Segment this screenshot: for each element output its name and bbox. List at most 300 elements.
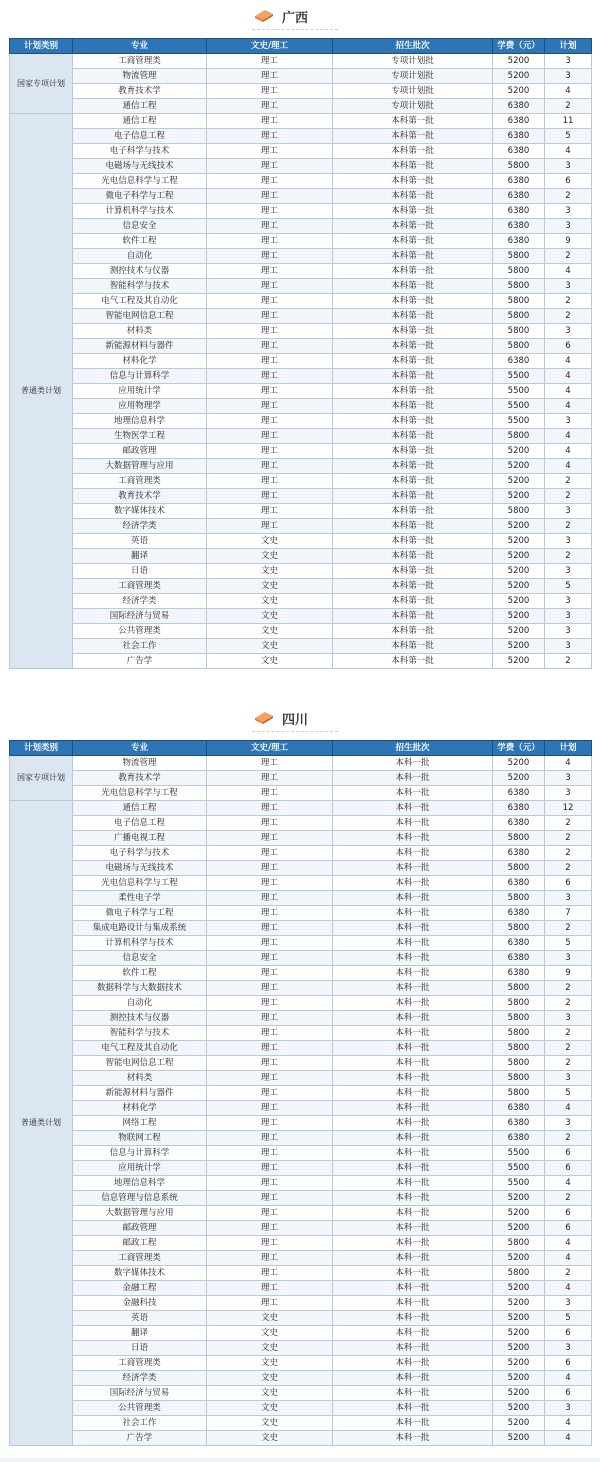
quota-cell: 2 [545,249,592,264]
major-cell: 电气工程及其自动化 [73,294,207,309]
tuition-cell: 5500 [493,1161,545,1176]
batch-cell: 本科一批 [333,1011,493,1026]
tuition-cell: 5200 [493,549,545,564]
batch-cell: 本科一批 [333,1341,493,1356]
track-cell: 文史 [207,579,333,594]
quota-cell: 5 [545,936,592,951]
batch-cell: 本科一批 [333,756,493,771]
major-cell: 信息安全 [73,951,207,966]
quota-cell: 3 [545,771,592,786]
track-cell: 理工 [207,1191,333,1206]
major-cell: 公共管理类 [73,624,207,639]
batch-cell: 本科一批 [333,771,493,786]
table-row [10,624,592,639]
batch-cell: 本科第一批 [333,594,493,609]
major-cell: 物联网工程 [73,1131,207,1146]
major-cell: 材料化学 [73,1101,207,1116]
column-header: 文史/理工 [207,39,333,54]
batch-cell: 本科一批 [333,966,493,981]
quota-cell: 6 [545,1161,592,1176]
table-row [10,921,592,936]
quota-cell: 4 [545,1101,592,1116]
track-cell: 理工 [207,339,333,354]
track-cell: 理工 [207,234,333,249]
batch-cell: 本科第一批 [333,204,493,219]
track-cell: 理工 [207,99,333,114]
column-header: 计划 [545,39,592,54]
track-cell: 文史 [207,1326,333,1341]
quota-cell: 6 [545,174,592,189]
quota-cell: 2 [545,846,592,861]
batch-cell: 本科一批 [333,1176,493,1191]
track-cell: 理工 [207,816,333,831]
track-cell: 文史 [207,639,333,654]
tuition-cell: 5500 [493,399,545,414]
table-row [10,399,592,414]
tuition-cell: 6380 [493,174,545,189]
major-cell: 国际经济与贸易 [73,1386,207,1401]
major-cell: 自动化 [73,249,207,264]
batch-cell: 本科一批 [333,1221,493,1236]
tuition-cell: 5200 [493,84,545,99]
quota-cell: 3 [545,609,592,624]
tuition-cell: 5200 [493,564,545,579]
quota-cell: 2 [545,1026,592,1041]
quota-cell: 2 [545,1056,592,1071]
tuition-cell: 5800 [493,1026,545,1041]
quota-cell: 4 [545,444,592,459]
quota-cell: 3 [545,324,592,339]
major-cell: 金融科技 [73,1296,207,1311]
tuition-cell: 5800 [493,891,545,906]
divider [252,731,338,732]
quota-cell: 4 [545,354,592,369]
table-row [10,654,592,669]
column-header: 招生批次 [333,39,493,54]
tuition-cell: 5200 [493,579,545,594]
major-cell: 光电信息科学与工程 [73,786,207,801]
batch-cell: 本科一批 [333,1281,493,1296]
batch-cell: 本科第一批 [333,624,493,639]
tuition-cell: 5800 [493,981,545,996]
track-cell: 理工 [207,1071,333,1086]
batch-cell: 本科一批 [333,1086,493,1101]
table-row [10,639,592,654]
table-row [10,1176,592,1191]
table-row [10,1296,592,1311]
major-cell: 物流管理 [73,756,207,771]
track-cell: 理工 [207,921,333,936]
track-cell: 理工 [207,1161,333,1176]
track-cell: 理工 [207,951,333,966]
tuition-cell: 5800 [493,309,545,324]
track-cell: 理工 [207,354,333,369]
track-cell: 理工 [207,1116,333,1131]
track-cell: 理工 [207,1206,333,1221]
table-row [10,1206,592,1221]
track-cell: 理工 [207,414,333,429]
plan-category-cell: 国家专项计划 [10,54,73,114]
column-header: 专业 [73,39,207,54]
major-cell: 计算机科学与技术 [73,204,207,219]
track-cell: 理工 [207,801,333,816]
tuition-cell: 5800 [493,1071,545,1086]
batch-cell: 本科第一批 [333,339,493,354]
table-row [10,1086,592,1101]
table-row [10,1281,592,1296]
quota-cell: 2 [545,996,592,1011]
batch-cell: 本科一批 [333,1116,493,1131]
table-row [10,444,592,459]
track-cell: 理工 [207,1011,333,1026]
table-row [10,414,592,429]
quota-cell: 3 [545,891,592,906]
track-cell: 理工 [207,1056,333,1071]
table-row [10,429,592,444]
column-header: 学费（元） [493,741,545,756]
table-row [10,1221,592,1236]
track-cell: 理工 [207,846,333,861]
major-cell: 网络工程 [73,1116,207,1131]
major-cell: 通信工程 [73,801,207,816]
major-cell: 应用统计学 [73,384,207,399]
quota-cell: 4 [545,429,592,444]
table-row [10,594,592,609]
table-row [10,204,592,219]
quota-cell: 6 [545,1221,592,1236]
quota-cell: 5 [545,129,592,144]
quota-cell: 2 [545,816,592,831]
batch-cell: 本科一批 [333,981,493,996]
major-cell: 微电子科学与工程 [73,189,207,204]
quota-cell: 2 [545,981,592,996]
major-cell: 通信工程 [73,114,207,129]
track-cell: 理工 [207,189,333,204]
quota-cell: 3 [545,1116,592,1131]
batch-cell: 本科一批 [333,921,493,936]
column-header: 计划类别 [10,39,73,54]
track-cell: 理工 [207,1236,333,1251]
table-row [10,369,592,384]
batch-cell: 本科第一批 [333,504,493,519]
tuition-cell: 6380 [493,114,545,129]
batch-cell: 本科一批 [333,816,493,831]
major-cell: 柔性电子学 [73,891,207,906]
batch-cell: 本科一批 [333,891,493,906]
tuition-cell: 6380 [493,801,545,816]
quota-cell: 4 [545,1416,592,1431]
major-cell: 英语 [73,1311,207,1326]
table-row [10,114,592,129]
major-cell: 电气工程及其自动化 [73,1041,207,1056]
quota-cell: 2 [545,519,592,534]
table-row [10,1026,592,1041]
batch-cell: 本科第一批 [333,639,493,654]
plan-category-cell: 普通类计划 [10,114,73,669]
major-cell: 应用统计学 [73,1161,207,1176]
footer-strip [0,1458,600,1462]
quota-cell: 3 [545,54,592,69]
major-cell: 公共管理类 [73,1401,207,1416]
tuition-cell: 6380 [493,354,545,369]
tuition-cell: 5500 [493,369,545,384]
major-cell: 信息与计算科学 [73,369,207,384]
table-row [10,1071,592,1086]
tuition-cell: 6380 [493,966,545,981]
batch-cell: 本科一批 [333,1146,493,1161]
major-cell: 信息管理与信息系统 [73,1191,207,1206]
major-cell: 金融工程 [73,1281,207,1296]
tuition-cell: 6380 [493,144,545,159]
major-cell: 日语 [73,564,207,579]
track-cell: 理工 [207,756,333,771]
quota-cell: 3 [545,204,592,219]
quota-cell: 5 [545,579,592,594]
track-cell: 理工 [207,279,333,294]
table-row [10,1356,592,1371]
table-row [10,846,592,861]
quota-cell: 6 [545,1356,592,1371]
batch-cell: 本科第一批 [333,414,493,429]
quota-cell: 4 [545,1251,592,1266]
major-cell: 英语 [73,534,207,549]
tuition-cell: 5800 [493,1236,545,1251]
table-row [10,1311,592,1326]
table-row [10,1191,592,1206]
track-cell: 理工 [207,84,333,99]
batch-cell: 本科第一批 [333,309,493,324]
quota-cell: 3 [545,279,592,294]
table-row [10,564,592,579]
table-row [10,99,592,114]
major-cell: 材料化学 [73,354,207,369]
major-cell: 微电子科学与工程 [73,906,207,921]
track-cell: 文史 [207,624,333,639]
table-row [10,384,592,399]
table-row [10,129,592,144]
major-cell: 物流管理 [73,69,207,84]
tuition-cell: 5800 [493,1041,545,1056]
quota-cell: 3 [545,564,592,579]
major-cell: 生物医学工程 [73,429,207,444]
major-cell: 数字媒体技术 [73,504,207,519]
major-cell: 经济学类 [73,594,207,609]
table-row [10,771,592,786]
table-row [10,1236,592,1251]
quota-cell: 5 [545,1086,592,1101]
batch-cell: 本科第一批 [333,324,493,339]
table-row [10,549,592,564]
batch-cell: 本科一批 [333,1311,493,1326]
table-row [10,309,592,324]
table-row [10,1341,592,1356]
quota-cell: 4 [545,1236,592,1251]
major-cell: 教育技术学 [73,489,207,504]
track-cell: 理工 [207,429,333,444]
batch-cell: 本科一批 [333,1071,493,1086]
column-header: 专业 [73,741,207,756]
table-row [10,84,592,99]
quota-cell: 6 [545,1206,592,1221]
track-cell: 理工 [207,309,333,324]
major-cell: 集成电路设计与集成系统 [73,921,207,936]
quota-cell: 3 [545,639,592,654]
track-cell: 理工 [207,294,333,309]
tuition-cell: 5200 [493,1206,545,1221]
table-row [10,1101,592,1116]
book-icon [254,710,274,724]
major-cell: 社会工作 [73,1416,207,1431]
table-row [10,981,592,996]
table-row [10,1401,592,1416]
batch-cell: 本科第一批 [333,144,493,159]
quota-cell: 2 [545,1041,592,1056]
batch-cell: 本科第一批 [333,189,493,204]
table-row [10,1266,592,1281]
tuition-cell: 6380 [493,786,545,801]
tuition-cell: 6380 [493,906,545,921]
section-header-sichuan [0,705,600,729]
major-cell: 教育技术学 [73,84,207,99]
table-row [10,294,592,309]
major-cell: 广告学 [73,1431,207,1446]
track-cell: 理工 [207,159,333,174]
quota-cell: 6 [545,339,592,354]
table-row [10,1431,592,1446]
quota-cell: 2 [545,189,592,204]
tuition-cell: 6380 [493,1101,545,1116]
major-cell: 工商管理类 [73,1356,207,1371]
batch-cell: 本科一批 [333,1371,493,1386]
major-cell: 计算机科学与技术 [73,936,207,951]
province-title: 广西 [282,11,309,26]
tuition-cell: 6380 [493,99,545,114]
batch-cell: 本科第一批 [333,474,493,489]
quota-cell: 7 [545,906,592,921]
quota-cell: 3 [545,624,592,639]
table-row [10,489,592,504]
batch-cell: 本科一批 [333,876,493,891]
table-row [10,69,592,84]
table-row [10,786,592,801]
track-cell: 理工 [207,474,333,489]
quota-cell: 4 [545,1281,592,1296]
tuition-cell: 6380 [493,846,545,861]
batch-cell: 本科一批 [333,1161,493,1176]
batch-cell: 本科一批 [333,846,493,861]
table-row [10,906,592,921]
quota-cell: 4 [545,264,592,279]
quota-cell: 2 [545,1131,592,1146]
track-cell: 理工 [207,69,333,84]
major-cell: 新能源材料与器件 [73,1086,207,1101]
tuition-cell: 5800 [493,921,545,936]
tuition-cell: 5200 [493,1326,545,1341]
batch-cell: 本科一批 [333,1416,493,1431]
tuition-cell: 5200 [493,1371,545,1386]
table-row [10,279,592,294]
table-row [10,519,592,534]
batch-cell: 本科一批 [333,906,493,921]
batch-cell: 本科第一批 [333,264,493,279]
batch-cell: 本科第一批 [333,429,493,444]
track-cell: 理工 [207,324,333,339]
table-row [10,534,592,549]
quota-cell: 4 [545,384,592,399]
track-cell: 文史 [207,1431,333,1446]
tuition-cell: 5500 [493,1146,545,1161]
column-header: 招生批次 [333,741,493,756]
major-cell: 智能电网信息工程 [73,1056,207,1071]
tuition-cell: 5800 [493,324,545,339]
tuition-cell: 5800 [493,429,545,444]
table-row [10,816,592,831]
tuition-cell: 6380 [493,189,545,204]
batch-cell: 本科第一批 [333,294,493,309]
tuition-cell: 6380 [493,951,545,966]
batch-cell: 本科一批 [333,1056,493,1071]
batch-cell: 本科第一批 [333,444,493,459]
table-row [10,951,592,966]
table-row [10,1041,592,1056]
province-title: 四川 [282,713,309,728]
batch-cell: 本科一批 [333,1191,493,1206]
tuition-cell: 5200 [493,459,545,474]
major-cell: 广播电视工程 [73,831,207,846]
table-row [10,339,592,354]
tuition-cell: 5200 [493,1251,545,1266]
tuition-cell: 5200 [493,654,545,669]
track-cell: 理工 [207,1146,333,1161]
quota-cell: 4 [545,369,592,384]
major-cell: 光电信息科学与工程 [73,876,207,891]
batch-cell: 本科一批 [333,1131,493,1146]
table-row [10,966,592,981]
major-cell: 大数据管理与应用 [73,1206,207,1221]
track-cell: 理工 [207,1221,333,1236]
batch-cell: 本科第一批 [333,399,493,414]
batch-cell: 本科第一批 [333,354,493,369]
batch-cell: 本科第一批 [333,234,493,249]
track-cell: 文史 [207,1311,333,1326]
major-cell: 工商管理类 [73,54,207,69]
batch-cell: 本科一批 [333,1326,493,1341]
table-row [10,756,592,771]
section-header-guangxi [0,3,600,27]
major-cell: 光电信息科学与工程 [73,174,207,189]
tuition-cell: 5200 [493,1311,545,1326]
major-cell: 电子科学与技术 [73,144,207,159]
track-cell: 理工 [207,1131,333,1146]
quota-cell: 4 [545,399,592,414]
tuition-cell: 5800 [493,861,545,876]
quota-cell: 2 [545,489,592,504]
column-header: 学费（元） [493,39,545,54]
tuition-cell: 5500 [493,414,545,429]
major-cell: 电子科学与技术 [73,846,207,861]
tuition-cell: 5200 [493,69,545,84]
table-row [10,1416,592,1431]
track-cell: 理工 [207,264,333,279]
track-cell: 理工 [207,174,333,189]
major-cell: 经济学类 [73,1371,207,1386]
table-row [10,264,592,279]
batch-cell: 本科一批 [333,786,493,801]
major-cell: 教育技术学 [73,771,207,786]
track-cell: 文史 [207,534,333,549]
table-row [10,936,592,951]
batch-cell: 专项计划批 [333,69,493,84]
